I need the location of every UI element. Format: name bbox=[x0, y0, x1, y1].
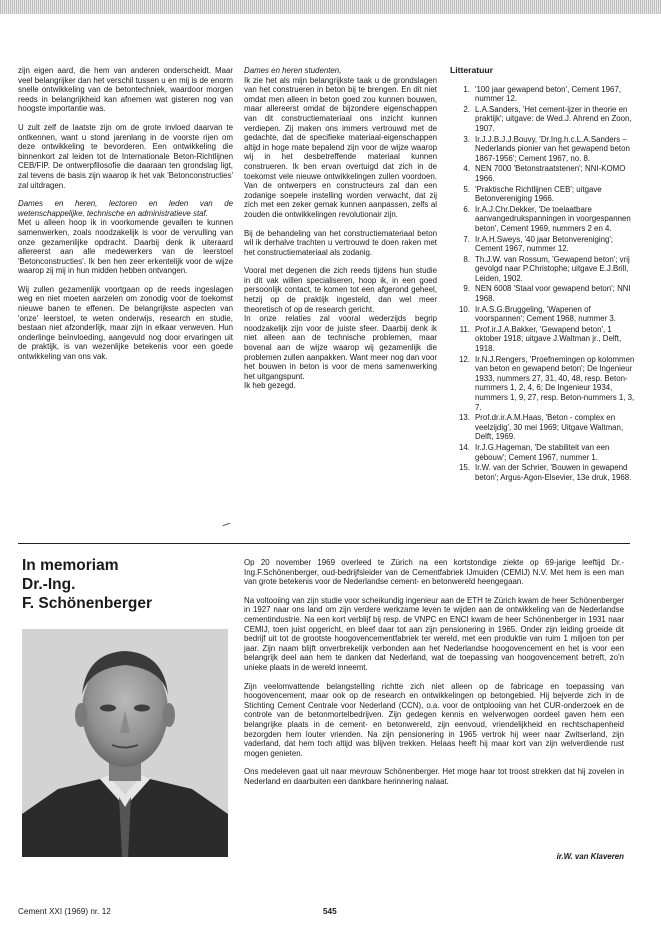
literature-item-number: 1. bbox=[463, 84, 470, 94]
memoriam-heading-line-1: In memoriam bbox=[22, 557, 119, 574]
scan-edge-band bbox=[0, 0, 661, 14]
memoriam-heading bbox=[22, 556, 237, 613]
literature-item-number: 8. bbox=[463, 254, 470, 264]
literature-item-text: L.A.Sanders, 'Het cement-ijzer in theorie en praktijk'; uitgave: de Wed.J. Ahrend en Zoon, 1907. bbox=[475, 104, 632, 133]
literature-item bbox=[450, 164, 635, 183]
literature-item-number: 13. bbox=[459, 413, 470, 423]
literature-item-number: 12. bbox=[459, 354, 470, 364]
memoriam-paragraph-4: Ons medeleven gaat uit naar mevrouw Schönenberger. Het moge haar tot troost strekken dat hij zovelen in Nederland en daarbuiten een dankbare herinnering nalaat. bbox=[244, 767, 624, 786]
column-1 bbox=[18, 66, 233, 371]
memoriam-signature: ir.W. van Klaveren bbox=[556, 852, 624, 861]
literature-item-number: 2. bbox=[463, 104, 470, 114]
col2-paragraph-1 bbox=[244, 66, 437, 220]
literature-item bbox=[450, 284, 635, 303]
literature-list bbox=[450, 85, 635, 483]
literature-item-text: Ir.W. van der Schrier, 'Bouwen in gewapend beton'; Argus-Agon-Elsevier, 13e druk, 1968. bbox=[475, 463, 632, 482]
literature-item-number: 6. bbox=[463, 204, 470, 214]
literature-column bbox=[450, 66, 635, 483]
literature-item bbox=[450, 185, 635, 204]
col1-paragraph-3 bbox=[18, 199, 233, 276]
literature-item bbox=[450, 255, 635, 284]
literature-item bbox=[450, 463, 635, 482]
literature-item-text: Ir.A.J.Chr.Dekker, 'De toelaatbare aanvangedrukspanningen in voorgespannen beton', Cement 1969, nummers 2 en 4. bbox=[475, 204, 631, 233]
literature-item-text: Ir.J.G.Hageman, 'De stabiliteit van een gebouw'; Cement 1967, nummer 1. bbox=[475, 442, 610, 462]
literature-item-number: 14. bbox=[459, 442, 470, 452]
literature-item-number: 9. bbox=[463, 284, 470, 294]
literature-item-text: Ir.J.J.B.J.J.Bouvy, 'Dr.Ing.h.c.L.A.Sanders – Nederlands pionier van het gewapend beton 1867-1956'; Cement 1967, no. 8. bbox=[475, 134, 630, 163]
portrait-illustration bbox=[22, 629, 228, 857]
literature-item-text: NEN 6008 'Staal voor gewapend beton'; NNI 1968. bbox=[475, 284, 631, 304]
col1-address: Dames en heren, lectoren en leden van de wetenschappelijke, technische en administratieve staf. bbox=[18, 199, 233, 218]
literature-item-text: Ir.N.J.Rengers, 'Proefnemingen op kolommen van beton en gewapend beton'; De Ingenieur 1933, nummers 27, 31, 40, 48, resp. Beton-nummers 1, 2, 4, 6; De Ingenieur 1934, nummers 1, 9, 27, resp. Beton-nummers 1, 3, 7. bbox=[475, 354, 635, 412]
col1-paragraph-3-text: Met u alleen hoop ik in voorkomende gevallen te kunnen samenwerken, zoals noodzakelijk is voor de vervulling van onze gezamenlijke opdracht. Daarbij denk ik uiteraard allereerst aan alle medewerkers van de leerstoel 'Betonconstructies'. Ik ben hen zeer erkentelijk voor de wijze waarop zij mij in hun midden hebben ontvangen. bbox=[18, 218, 233, 276]
col2-paragraph-1-text: Ik zie het als mijn belangrijkste taak u de grondslagen van het construeren in beton bij te brengen. En dit niet omdat men alleen in beton goed zou kunnen bouwen, maar allereerst omdat de bijzondere eigenschappen van dit constructiemateriaal ons inzicht kunnen verdiepen. Zij maken ons immers vertrouwd met de gedachte, dat de specifieke materiaal-eigenschappen altijd in hoge mate bepalend zijn voor de wijze waarop wij in het desbetreffende materiaal kunnen construeren. Ik ben ervan overtuigd dat zich in de toekomst vele nieuwe ontwikkelingen zullen voordoen. Van de ontwerpers en constructeurs zal dan een zodanige soepele instelling worden verwacht, dat zij zich met een zeker gemak kunnen aanpassen, zelfs al zouden die ontwikkelingen revolutionair zijn. bbox=[244, 75, 437, 219]
col2-paragraph-3-text: Vooral met degenen die zich reeds tijdens hun studie in dit vak willen specialiseren, hoop ik, in een goed persoonlijk contact, te komen tot een afgerond geheel, hetzij op de praktijk ingesteld, dan wel meer theoretisch of op de research gericht. bbox=[244, 266, 437, 314]
literature-item-number: 3. bbox=[463, 134, 470, 144]
memoriam-text bbox=[244, 558, 624, 795]
journal-footer: Cement XXI (1969) nr. 12 bbox=[18, 907, 111, 916]
col1-paragraph-1: zijn eigen aard, die hem van anderen onderscheidt. Maar veel belangrijker dan het verschil tussen u en mij is de enorm snelle ontwikkeling van de betontechniek, waardoor morgen reeds in belangrijkheid kan afnemen wat gisteren nog van hoogste importantie was. bbox=[18, 66, 233, 114]
literature-item-text: Th.J.W. van Rossum, 'Gewapend beton'; vrij gevolgd naar P.Christophe; uitgave E.J.Brill, Leiden, 1902. bbox=[475, 254, 630, 283]
literature-item-text: '100 jaar gewapend beton', Cement 1967, nummer 12. bbox=[475, 84, 622, 104]
col2-address: Dames en heren studenten, bbox=[244, 66, 342, 75]
col2-paragraph-2: Bij de behandeling van het constructiemateriaal beton wil ik derhalve trachten u vertrouwd te doen raken met het constructiemateriaal als zodanig. bbox=[244, 228, 437, 257]
literature-item bbox=[450, 135, 635, 164]
literature-item bbox=[450, 355, 635, 413]
col1-paragraph-4: Wij zullen gezamenlijk voortgaan op de reeds ingeslagen weg en niet moeten aarzelen om zonodig voor de toekomst nieuwe banen te effenen. De belangrijkste aspecten van 'onze' leerstoel, te weten onderwijs, research en studie, bestaan niet afzonderlijk, maar zijn in elkaar verweven. Hun onderlinge beïnvloeding, aangevuld nog door ervaringen uit de praktijk, is van wezenlijke betekenis voor een goede ontwikkeling van ons vak. bbox=[18, 284, 233, 362]
literature-item bbox=[450, 235, 635, 254]
literature-item-number: 11. bbox=[459, 324, 470, 334]
literature-item-text: 'Praktische Richtlijnen CEB'; uitgave Betonvereniging 1966. bbox=[475, 184, 602, 204]
literature-item-text: Prof.dr.ir.A.M.Haas, 'Beton - complex en veelzijdig', 30 mei 1969; Uitgave Waltman, Delft, 1969. bbox=[475, 413, 624, 442]
literature-item bbox=[450, 105, 635, 134]
section-divider bbox=[18, 543, 630, 544]
literature-item bbox=[450, 85, 635, 104]
literature-item bbox=[450, 325, 635, 354]
literature-item-number: 5. bbox=[463, 184, 470, 194]
literature-item-number: 7. bbox=[463, 234, 470, 244]
memoriam-paragraph-3: Zijn veelomvattende belangstelling richtte zich niet alleen op de fabricage en toepassing van hoogovencement, maar ook op de research en ontwikkelingen op betongebied. Hij bejverde zich in de Stichting Cement Centrale voor Nederland (CCN), o.a. voor de ontplooiing van het CUR-onderzoek en de controle van de betonmortelbedrijven. Zijn gedegen kennis en welverwogen oordeel gaven hem een belangrijke plaats in de cement- en betonwereld, zijn eenvoud, vriendelijkheid en rechtschapenheid bezorgden hem louter vrienden. Na zijn pensionering in 1965 vertrok hij weer naar Zwitserland, zijn vaderland, dat hem toch altijd was blijven trekken. Helaas heeft hij maar kort van zijn welverdiende rust mogen genieten. bbox=[244, 681, 624, 758]
literature-item bbox=[450, 413, 635, 442]
memoriam-heading-line-2: Dr.-Ing. bbox=[22, 576, 76, 593]
literature-item bbox=[450, 305, 635, 324]
memoriam-paragraph-1: Op 20 november 1969 overleed te Zürich na een kortstondige ziekte op 69-jarige leeftijd Dr.-Ing.F.Schönenberger, oud-bedrijfsleider van de Cementfabriek IJmuiden (CEMIJ) N.V. Met hem is een man van grote betekenis voor de Nederlandse cement- en betonwereld heengegaan. bbox=[244, 558, 624, 587]
literature-item bbox=[450, 443, 635, 462]
scan-mark bbox=[222, 520, 231, 526]
memoriam-paragraph-2: Na voltooiing van zijn studie voor scheikundig ingenieur aan de ETH te Zürich kwam de heer Schönenberger in 1927 naar ons land om zijn verdere werkzame leven te wijden aan de ontwikkeling van de Nederlandse cementindustrie. Na een kort verblijf bij resp. de VNPC en ENCI kwam de heer Schönenberger in 1931 naar CEMIJ, toen juist opgericht, en bleef daar tot aan zijn pensionering in 1965. Onder zijn leiding groeide dit bedrijf uit tot de grootste hoogovencementfabriek ter wereld, met een produktie van ruim 1 miljoen ton per jaar. Zijn naam blijft onverbrekelijk verbonden aan het Nederlandse hoogovencement en het is voor een belangrijk deel aan hem te danken dat Nederland, wat de toepassing van hoogovencement betreft, zo'n unieke plaats in de wereld inneemt. bbox=[244, 595, 624, 672]
literature-item-text: Ir.A.H.Sweys, '40 jaar Betonvereniging'; Cement 1967, nummer 12. bbox=[475, 234, 614, 254]
col2-paragraph-4-text: In onze relaties zal vooral wederzijds begrip noodzakelijk zijn voor de juiste sfeer. Daarbij denk ik niet alleen aan de technische problemen, maar bovenal aan de wijze waarop wij gezamenlijk die problemen zullen aanpakken. Want meer nog dan voor het bouwen in beton is voor de mens samenwerking het uitgangspunt. bbox=[244, 314, 437, 381]
literature-item-number: 4. bbox=[463, 164, 470, 174]
memoriam-heading-line-3: F. Schönenberger bbox=[22, 595, 153, 612]
literature-item-text: Ir.A.S.G.Bruggeling, 'Wapenen of voorspannen'; Cement 1968, nummer 3. bbox=[475, 304, 616, 324]
literature-title: Litteratuur bbox=[450, 65, 493, 75]
page-number: 545 bbox=[323, 907, 337, 916]
col2-closing: Ik heb gezegd. bbox=[244, 381, 296, 391]
portrait-photo bbox=[22, 629, 228, 857]
literature-item-text: Prof.ir.J.A.Bakker, 'Gewapend beton', 1 oktober 1918; uitgave J.Waltman jr., Delft, 1918. bbox=[475, 324, 622, 354]
col2-paragraph-3 bbox=[244, 266, 437, 391]
literature-item-number: 10. bbox=[459, 304, 470, 314]
column-2 bbox=[244, 66, 437, 391]
literature-item-number: 15. bbox=[459, 463, 470, 473]
literature-item-text: NEN 7000 'Betonstraatstenen'; NNI-KOMO 1966. bbox=[475, 164, 626, 183]
literature-item bbox=[450, 205, 635, 234]
col1-paragraph-2: U zult zelf de laatste zijn om de grote invloed daarvan te ontkennen, want u stond jarenlang in de voorste rijen om deze ontwikkeling te bevorderen. Een ontwikkeling die binnenkort zal leiden tot de Internationale Beton-Richtlijnen CEB/FIP. De ontwerpfilosofie die daaraan ten grondslag ligt, zal tevens de basis zijn waarop ik het vak 'Betonconstructies' zal uitdragen. bbox=[18, 122, 233, 190]
